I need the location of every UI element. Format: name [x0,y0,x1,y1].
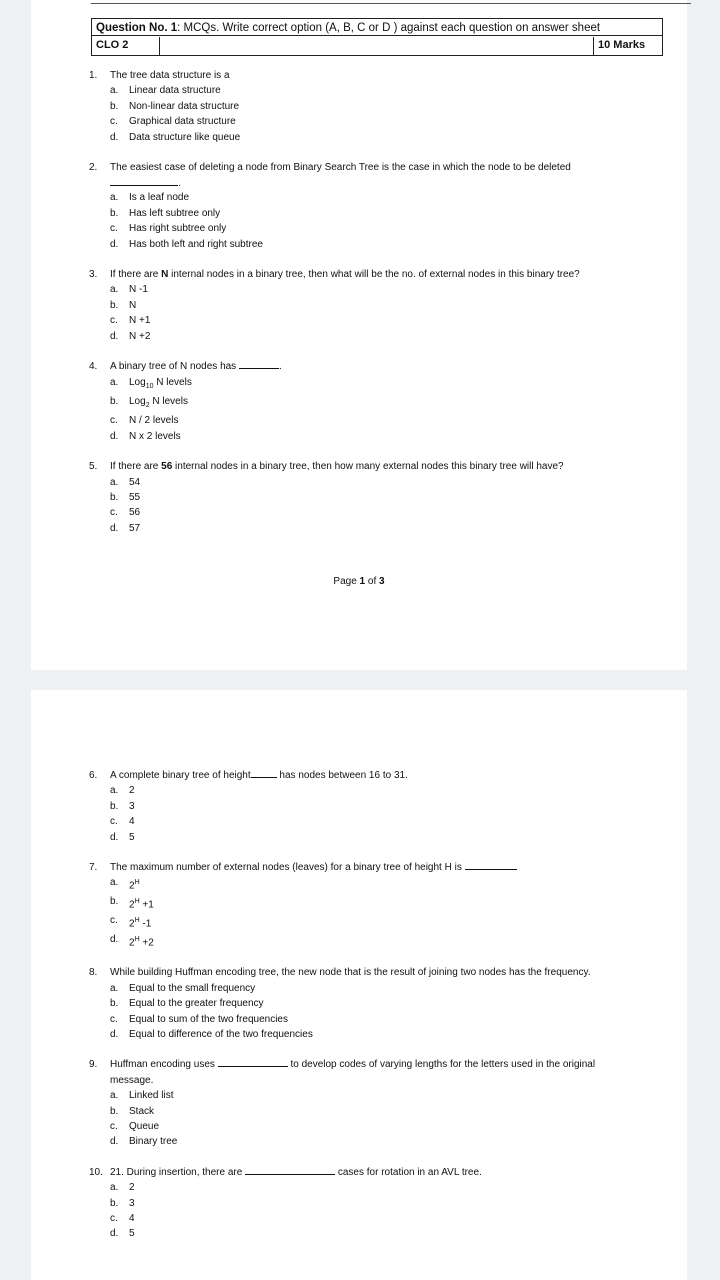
power-exponent: H [134,916,140,924]
option-text: N +1 [129,315,151,327]
page-total: 3 [379,576,385,587]
question-text-content: Huffman encoding uses [110,1059,215,1071]
question-number: 6. [89,770,98,781]
answer-blank [465,860,517,870]
option-text [129,932,154,951]
question-number: 4. [89,361,98,373]
option-text: Data structure like queue [129,131,241,143]
option-d [110,237,649,252]
option-c [110,913,649,932]
option-a [110,282,649,297]
answer-blank [245,1165,335,1175]
question-9 [89,1057,649,1149]
option-a [110,875,649,894]
option-text: 3 [129,800,135,812]
power-exponent: H [134,935,140,943]
option-letter: a. [110,1182,119,1194]
option-text-log: Log [129,395,146,407]
option-list [89,783,649,845]
option-letter: a. [110,476,119,488]
question-text-content: The maximum number of external nodes (leaves) for a binary tree of height H is [110,862,462,874]
question-text [110,860,649,875]
option-text [129,894,154,913]
question-5 [89,459,649,536]
option-b [110,799,649,814]
option-c [110,1211,649,1226]
option-letter: c. [110,816,118,828]
power-base: 2 [129,899,135,911]
option-b [110,206,649,221]
option-list [89,875,649,950]
question-number: 3. [89,269,98,281]
option-text: 4 [129,1213,135,1225]
option-letter: b. [110,896,119,908]
option-text: Equal to the small frequency [129,982,256,994]
option-letter: d. [110,831,119,843]
question-2 [89,160,649,252]
option-text: Linked list [129,1090,174,1102]
option-c [110,814,649,829]
option-list [89,475,649,537]
option-c [110,313,649,328]
option-letter: c. [110,116,118,128]
option-b [110,490,649,505]
question-text-content: A binary tree of N nodes has [110,361,237,373]
option-a [110,475,649,490]
question-list-page-2 [89,768,649,1242]
option-letter: a. [110,785,119,797]
option-text: 54 [129,476,141,488]
option-letter: c. [110,1013,118,1025]
option-c [110,221,649,236]
option-text: 5 [129,831,135,843]
option-letter: d. [110,330,119,342]
option-a [110,783,649,798]
option-letter: a. [110,982,119,994]
page-footer [31,576,687,587]
page-top-edge [91,0,691,4]
option-letter: b. [110,491,119,503]
option-text: Stack [129,1105,155,1117]
question-text-bold: N [161,269,169,281]
question-text [110,1165,649,1180]
question-header-row [92,19,662,36]
option-text: Equal to sum of the two frequencies [129,1013,288,1025]
option-letter: b. [110,1105,119,1117]
option-text: N [129,299,137,311]
option-text: 56 [129,507,141,519]
question-list-page-1 [89,68,649,536]
document-page-1 [31,0,687,670]
answer-blank [218,1057,288,1067]
power-base: 2 [129,880,135,892]
option-b [110,99,649,114]
option-text: 2 [129,1182,135,1194]
option-text: 5 [129,1228,135,1240]
question-text-content: A complete binary tree of height [110,770,251,781]
option-list [89,375,649,445]
question-label: Question No. 1 [96,22,178,34]
question-6 [89,768,649,845]
question-text-after: has nodes between 16 to 31. [276,770,408,781]
option-text: N / 2 levels [129,415,179,427]
option-letter: d. [110,522,119,534]
question-number: 9. [89,1059,98,1071]
option-a [110,1088,649,1103]
option-text: Non-linear data structure [129,100,240,112]
option-list [89,190,649,252]
power-tail: +2 [139,936,154,948]
question-7 [89,860,649,950]
option-text: Queue [129,1121,160,1133]
option-letter: b. [110,1197,119,1209]
question-header-table [91,18,663,56]
option-b [110,298,649,313]
option-d [110,329,649,344]
question-text-after: cases for rotation in an AVL tree. [335,1166,482,1178]
power-tail: -1 [139,918,152,930]
option-text-rest: N levels [153,376,192,388]
option-d [110,130,649,145]
option-text: 3 [129,1197,135,1209]
option-letter: c. [110,914,118,926]
question-text-end: . [278,361,282,373]
option-letter: a. [110,192,119,204]
option-c [110,413,649,428]
option-d [110,1134,649,1149]
question-8 [89,965,649,1042]
option-text: N +2 [129,330,151,342]
option-b [110,996,649,1011]
question-4 [89,359,649,444]
clo-marks-row [92,37,662,55]
power-base: 2 [129,918,135,930]
power-exponent: H [134,898,140,906]
question-text [110,1057,620,1088]
question-number: 8. [89,967,98,979]
power-tail: +1 [139,899,154,911]
power-base: 2 [129,936,135,948]
option-text [129,375,192,394]
option-letter: c. [110,507,118,519]
question-10 [89,1165,649,1242]
question-text-before: If there are [110,461,162,473]
option-d [110,521,649,536]
option-a [110,83,649,98]
option-text [129,875,140,894]
question-number: 7. [89,862,98,874]
option-text: Has both left and right subtree [129,238,263,250]
log-base: 2 [145,401,150,409]
document-page-2 [31,690,687,1280]
option-d [110,830,649,845]
question-text-bold: 56 [161,461,173,473]
option-text: Graphical data structure [129,116,236,128]
question-number: 2. [89,162,98,174]
answer-blank [251,768,277,778]
page-word: Page [333,576,360,587]
question-text-content: 21. During insertion, there are [110,1166,243,1178]
page-number: 1 [359,576,366,587]
marks-cell: 10 Marks [593,37,662,55]
option-text: 4 [129,816,135,828]
question-text-after: to develop codes of varying lengths for the letters used in the original message. [110,1059,596,1086]
option-text: 57 [129,522,141,534]
option-c [110,505,649,520]
power-exponent: H [134,879,140,887]
log-base: 10 [145,382,154,390]
option-letter: b. [110,299,119,311]
option-list [89,1088,649,1150]
option-letter: d. [110,1136,119,1148]
option-letter: c. [110,1121,118,1133]
option-text: Is a leaf node [129,192,190,204]
option-text: 2 [129,785,135,797]
option-a [110,1180,649,1195]
question-text: While building Huffman encoding tree, the new node that is the result of joining two nodes has the frequency. [110,967,591,979]
option-letter: a. [110,284,119,296]
option-letter: b. [110,100,119,112]
question-number: 10. [89,1166,103,1178]
option-d [110,1027,649,1042]
option-letter: c. [110,315,118,327]
option-letter: d. [110,1228,119,1240]
option-text: 55 [129,491,141,503]
question-text-before: If there are [110,269,162,281]
option-letter: a. [110,85,119,97]
question-3 [89,267,649,344]
option-b [110,1196,649,1211]
option-text: N x 2 levels [129,430,181,442]
option-text [129,394,188,413]
option-list [89,83,649,145]
question-text [110,267,590,282]
clo-cell: CLO 2 [92,37,160,55]
option-letter: d. [110,131,119,143]
option-text-log: Log [129,376,146,388]
option-list [89,981,649,1043]
option-text: Equal to difference of the two frequencies [129,1029,313,1040]
option-b [110,894,649,913]
question-text: The tree data structure is a [110,70,230,81]
option-b [110,394,649,413]
option-letter: d. [110,430,119,442]
option-text: Equal to the greater frequency [129,998,264,1010]
option-letter: a. [110,376,119,388]
option-d [110,1226,649,1241]
option-text: Has right subtree only [129,223,227,235]
option-text: N -1 [129,284,148,296]
option-letter: d. [110,933,119,945]
option-a [110,981,649,996]
option-letter: d. [110,1029,119,1040]
option-letter: c. [110,1213,118,1225]
option-c [110,114,649,129]
question-text [110,459,649,474]
option-text: Has left subtree only [129,207,221,219]
question-text-content: The easiest case of deleting a node from Binary Search Tree is the case in which the node to be deleted [110,162,571,174]
option-letter: c. [110,223,118,235]
question-number: 1. [89,70,98,81]
option-d [110,429,649,444]
question-instruction: : MCQs. Write correct option (A, B, C or D ) against each question on answer sheet [177,22,601,34]
option-letter: b. [110,395,119,407]
option-letter: c. [110,415,118,427]
option-text-rest: N levels [149,395,188,407]
option-a [110,375,649,394]
option-letter: d. [110,238,119,250]
option-letter: b. [110,998,119,1010]
option-c [110,1119,649,1134]
answer-blank [110,175,178,186]
option-letter: b. [110,207,119,219]
question-text [110,359,649,374]
option-letter: a. [110,1090,119,1102]
option-text [129,913,151,932]
option-text: Binary tree [129,1136,178,1148]
option-c [110,1012,649,1027]
option-letter: a. [110,877,119,889]
option-a [110,190,649,205]
answer-blank [239,359,279,369]
option-list [89,282,649,344]
option-letter: b. [110,800,119,812]
question-number: 5. [89,461,98,473]
option-text: Linear data structure [129,85,221,97]
question-text [110,160,649,186]
of-word: of [365,576,380,587]
option-d [110,932,649,951]
question-text [110,768,649,783]
option-b [110,1104,649,1119]
question-text-after: internal nodes in a binary tree, then how many external nodes this binary tree will have? [172,461,564,473]
question-text-after: internal nodes in a binary tree, then what will be the no. of external nodes in this binary tree? [168,269,580,281]
question-1 [89,68,649,145]
option-list [89,1180,649,1242]
